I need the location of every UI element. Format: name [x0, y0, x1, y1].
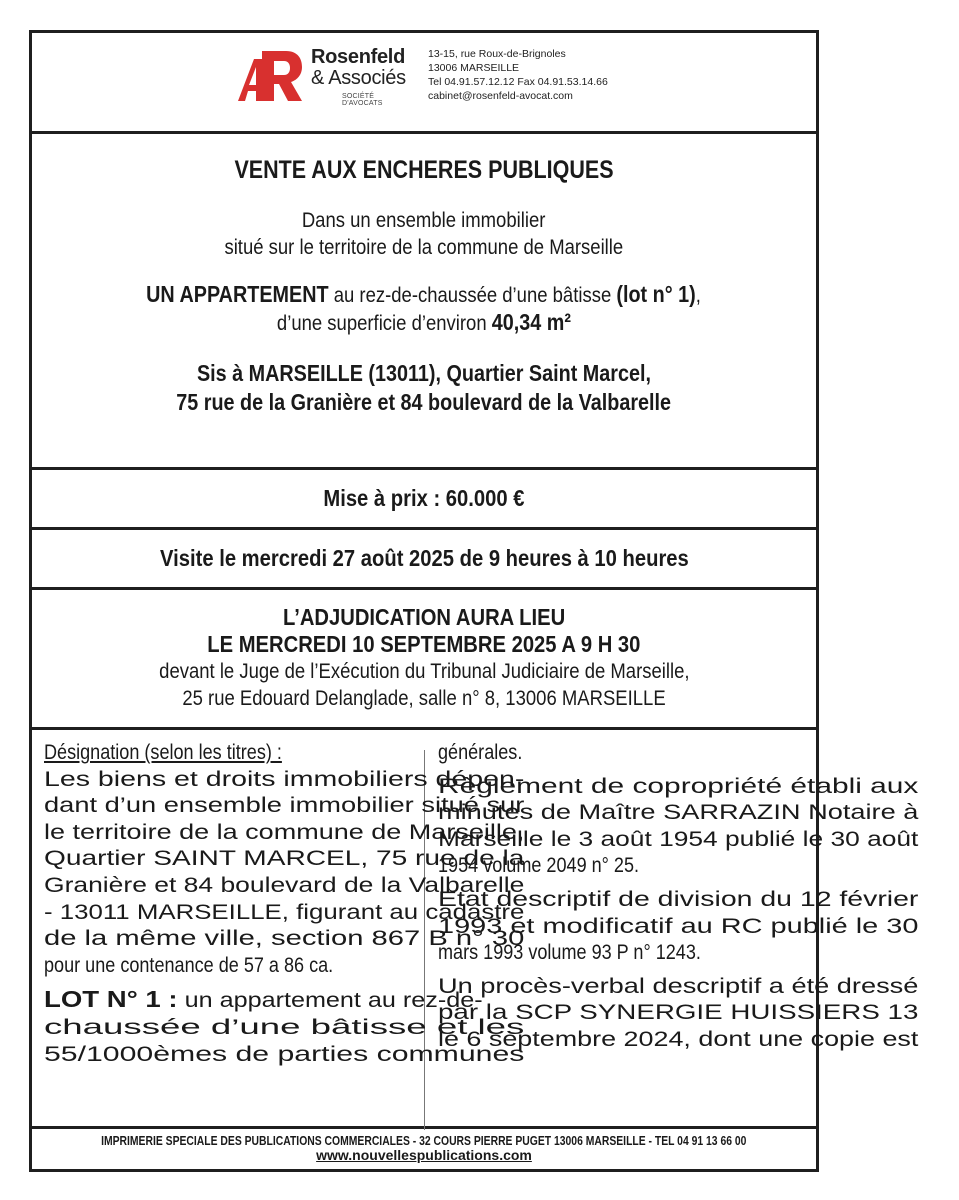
designation-heading: Désignation (selon les titres) :	[44, 741, 282, 764]
intro-line2: situé sur le territoire de la commune de Marseille	[224, 235, 624, 259]
adjudication-line1: L’ADJUDICATION AURA LIEU	[282, 604, 566, 630]
text-line: Les biens et droits immobiliers dépen-	[44, 767, 525, 791]
firm-name-line1: Rosenfeld	[311, 46, 405, 68]
designation-paragraph	[44, 767, 525, 980]
adjudication-section	[32, 590, 816, 730]
text-line: Règlement de copropriété établi aux	[438, 774, 919, 798]
adjudication-address: 25 rue Edouard Delanglade, salle n° 8, 13006 MARSEILLE	[182, 686, 666, 710]
lot-paragraph	[44, 986, 525, 1068]
etat-descriptif-paragraph	[438, 887, 919, 967]
text-line: Marseille le 3 août 1954 publié le 30 août	[438, 827, 919, 851]
intro-text	[32, 207, 816, 261]
address-line2: 75 rue de la Granière et 84 boulevard de la Valbarelle	[176, 389, 672, 415]
details-section	[32, 730, 919, 1129]
visit-section	[32, 530, 816, 590]
announcement-section	[32, 134, 816, 470]
property-type: UN APPARTEMENT	[146, 281, 330, 307]
property-location-text: au rez-de-chaussée d’une bâtisse	[329, 283, 617, 307]
text-line: 55/1000èmes de parties communes	[44, 1042, 525, 1066]
intro-line1: Dans un ensemble immobilier	[302, 208, 546, 232]
continuation-text: générales.	[438, 741, 523, 764]
reglement-paragraph	[438, 774, 919, 880]
ar-monogram-icon	[236, 47, 304, 103]
adjudication-date: LE MERCREDI 10 SEPTEMBRE 2025 A 9 H 30	[207, 631, 641, 657]
address-line1: Sis à MARSEILLE (13011), Quartier Saint Marcel,	[196, 360, 651, 386]
starting-price: Mise à prix : 60.000 €	[323, 485, 525, 511]
contact-phone-fax: Tel 04.91.57.12.12 Fax 04.91.53.14.66	[428, 76, 608, 88]
text-line: LOT N° 1 : un appartement au rez-de-	[44, 986, 483, 1013]
text-line: Etat descriptif de division du 12 février	[438, 887, 919, 911]
text-line: Granière et 84 boulevard de la Valbarelle	[44, 873, 525, 897]
visit-date: Visite le mercredi 27 août 2025 de 9 heures à 10 heures	[159, 545, 689, 571]
printer-website[interactable]: www.nouvellespublications.com	[316, 1147, 532, 1163]
firm-name-line2: & Associés	[311, 67, 406, 89]
firm-tagline: SOCIÉTÉ D'AVOCATS	[342, 93, 383, 107]
text-line: le territoire de la commune de Marseille,	[44, 820, 525, 844]
contact-email: cabinet@rosenfeld-avocat.com	[428, 90, 573, 102]
text-line: chaussée d’une bâtisse et les	[44, 1015, 525, 1039]
text-line: - 13011 MARSEILLE, figurant au cadastre	[44, 900, 525, 924]
text-line: 1993 et modificatif au RC publié le 30	[438, 914, 919, 938]
text-line: par la SCP SYNERGIE HUISSIERS 13	[438, 1001, 919, 1025]
printer-info: IMPRIMERIE SPECIALE DES PUBLICATIONS COMMERCIALES - 32 COURS PIERRE PUGET 13006 MARSEILLE - TEL 04 91 13 66 00	[101, 1134, 747, 1148]
text-line: pour une contenance de 57 a 86 ca.	[44, 953, 334, 977]
text-line: mars 1993 volume 93 P n° 1243.	[438, 941, 701, 965]
printer-footer	[32, 1129, 816, 1169]
property-address	[32, 359, 816, 417]
letterhead	[32, 33, 816, 134]
property-lot: (lot n° 1)	[616, 281, 697, 307]
price-section	[32, 470, 816, 530]
text-line: minutes de Maître SARRAZIN Notaire à	[438, 801, 919, 825]
contact-address-line2: 13006 MARSEILLE	[428, 62, 520, 74]
property-comma: ,	[696, 283, 702, 307]
surface-value: 40,34 m²	[491, 309, 571, 335]
lot-label: LOT N° 1 :	[44, 986, 178, 1013]
announcement-title: VENTE AUX ENCHERES PUBLIQUES	[234, 156, 614, 184]
text-line: dant d’un ensemble immobilier situé sur	[44, 794, 525, 818]
text-line: 1954 volume 2049 n° 25.	[438, 854, 640, 878]
text-line: le 6 septembre 2024, dont une copie est	[438, 1027, 919, 1051]
text-line: Un procès-verbal descriptif a été dressé	[438, 974, 919, 998]
contact-address-line1: 13-15, rue Roux-de-Brignoles	[428, 48, 566, 60]
firm-name	[311, 47, 406, 89]
property-description	[32, 281, 816, 337]
text-line: Quartier SAINT MARCEL, 75 rue de la	[44, 847, 525, 871]
adjudication-court: devant le Juge de l’Exécution du Tribunal Judiciaire de Marseille,	[158, 659, 690, 683]
firm-contact	[428, 47, 608, 103]
title-references-column	[438, 740, 919, 1054]
firm-logo	[236, 47, 416, 107]
text-line: de la même ville, section 867 B n° 30	[44, 927, 525, 951]
proces-verbal-paragraph	[438, 974, 919, 1054]
surface-label: d’une superficie d’environ	[276, 311, 492, 335]
notice-frame	[29, 30, 919, 1172]
